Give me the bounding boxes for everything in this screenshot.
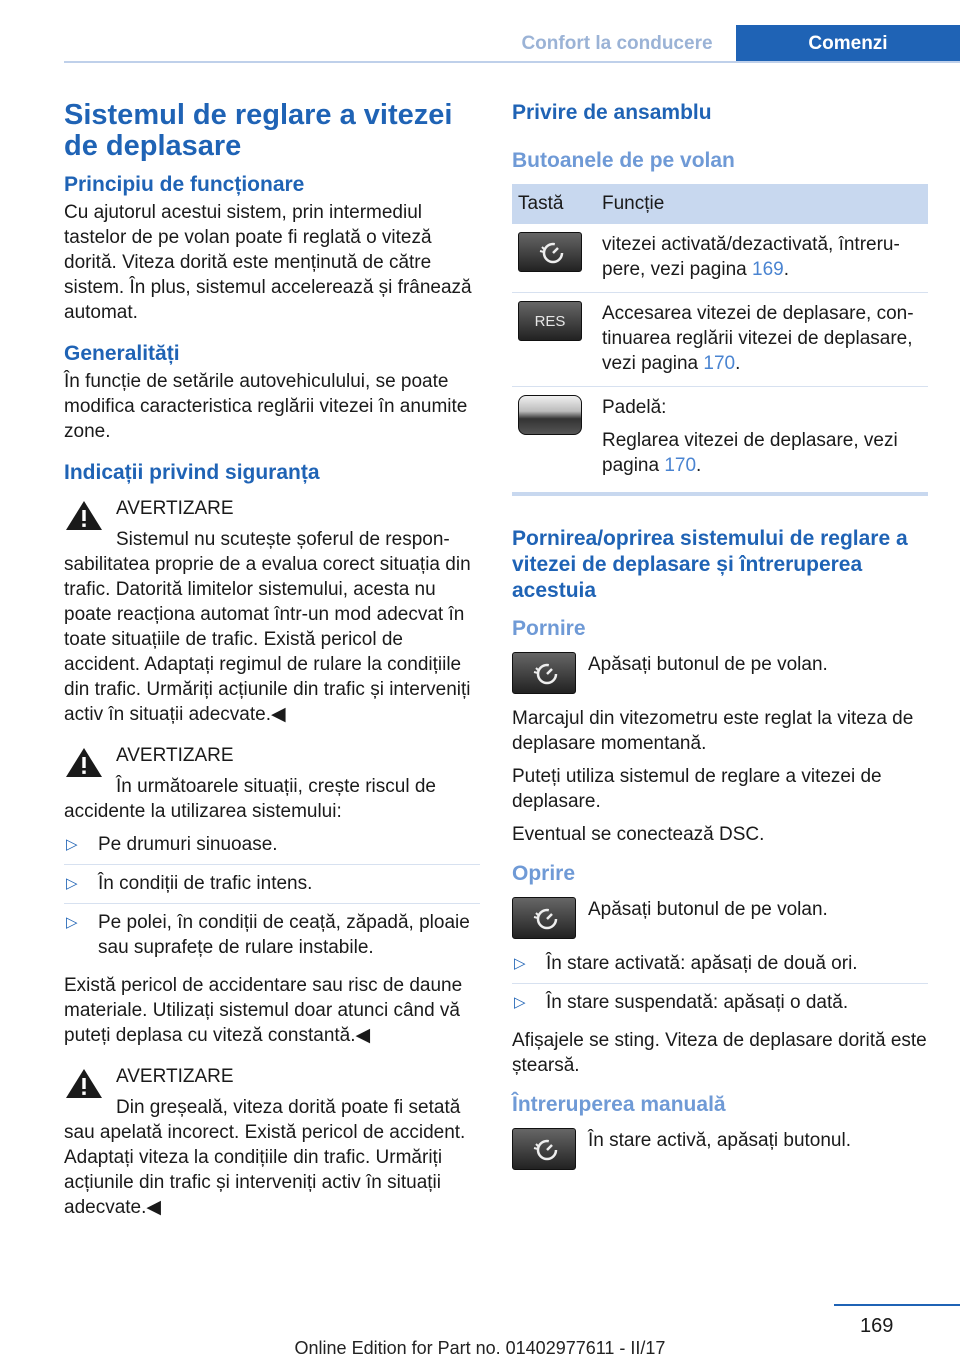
warning-2-list xyxy=(64,832,480,967)
header-rule xyxy=(64,61,960,63)
cruise-control-key-icon xyxy=(512,652,576,694)
bullet-icon: ▷ xyxy=(514,955,526,972)
page-link[interactable]: 170 xyxy=(664,455,697,476)
list-item: ▷ Pe polei, în condiții de ceață, zăpadă, ploaie sau suprafețe de rulare instabile. xyxy=(66,912,470,958)
start-text-2: Puteți utiliza sistemul de reglare a vitezei de deplasare. xyxy=(512,766,882,812)
page-number: 169 xyxy=(860,1315,894,1337)
stop-action-text: Apăsați butonul de pe volan. xyxy=(588,899,828,920)
start-text-3: Eventual se conectează DSC. xyxy=(512,824,765,845)
start-key-row xyxy=(512,652,928,692)
page-title: Sistemul de reglare a vitezei de deplasare xyxy=(64,99,453,162)
warning-2 xyxy=(64,743,480,824)
bullet-icon: ▷ xyxy=(66,914,78,931)
res-key-icon: RES xyxy=(518,301,582,341)
list-item: ▷ Pe drumuri sinuoase. xyxy=(64,832,480,865)
header-tab-comenzi: Comenzi xyxy=(736,25,960,62)
start-action-text: Apăsați butonul de pe volan. xyxy=(588,654,828,675)
warning-3-text: Din greșeală, viteza dorită poate fi setată sau apelată incorect. Există pericol de accident. Adaptați viteza la condițiile din trafic. Urmăriți acțiunile din trafic și interveniți activ în situații adecvate.◀ xyxy=(64,1097,466,1218)
start-stop-heading: Pornirea/oprirea sistemului de reglare a vitezei de deplasare și întreruperea acestuia xyxy=(512,527,908,602)
table-cell-function: Padelă: Reglarea vitezei de deplasare, vezi pagina 170. xyxy=(602,397,898,476)
start-text-1: Marcajul din vitezometru este reglat la viteza de deplasare momentană. xyxy=(512,708,914,754)
warning-2-after: Există pericol de accidentare sau risc de daune materiale. Utilizați sistemul doar atunci când vă puteți deplasa cu viteză constantă.◀ xyxy=(64,975,463,1046)
table-row xyxy=(512,387,928,489)
page-link[interactable]: 170 xyxy=(703,353,736,374)
left-column xyxy=(64,100,480,1228)
bullet-icon: ▷ xyxy=(66,836,78,853)
buttons-table xyxy=(512,184,928,488)
section-principle-heading: Principiu de funcționare xyxy=(64,173,305,196)
section-general-heading: Generalități xyxy=(64,342,180,365)
table-cell-function: vitezei activată/dezactivată, întrerupere, vezi pagina 169. xyxy=(596,224,928,293)
warning-2-label: AVERTIZARE xyxy=(116,745,234,766)
table-row xyxy=(512,293,928,387)
stop-list xyxy=(512,951,928,1022)
warning-3 xyxy=(64,1064,480,1220)
pause-action-text: În stare activă, apăsați butonul. xyxy=(588,1130,851,1151)
cruise-control-key-icon xyxy=(512,1128,576,1170)
start-heading: Pornire xyxy=(512,617,586,640)
buttons-heading: Butoanele de pe volan xyxy=(512,149,735,172)
table-header-function: Funcție xyxy=(596,184,928,224)
section-general-text: În funcție de setările autovehiculului, se poate modifica caracteristica reglării vitezei în anumite zone. xyxy=(64,371,468,442)
warning-1-text: Sistemul nu scutește șoferul de responsabilitatea proprie de a evalua corect situația din trafic. Datorită limitelor sistemului, acesta nu poate reacționa automat într-un mod adecvat în toate situațiile de trafic. Există pericol de accident. Adaptați regimul de rulare la condițiile din trafic. Urmăriți acțiunile din trafic și interveniți activ în situații adecvate.◀ xyxy=(64,529,471,725)
table-header-key: Tastă xyxy=(512,184,596,224)
pause-key-row xyxy=(512,1128,928,1168)
cruise-control-key-icon xyxy=(512,897,576,939)
cruise-control-key-icon xyxy=(518,232,582,272)
pause-heading: Întreruperea manuală xyxy=(512,1093,726,1116)
page-link[interactable]: 169 xyxy=(752,259,784,280)
warning-2-text: În următoarele situații, crește riscul de accidente la utilizarea sistemului: xyxy=(64,776,436,822)
warning-triangle-icon xyxy=(64,1066,104,1100)
bullet-icon: ▷ xyxy=(66,875,78,892)
bullet-icon: ▷ xyxy=(514,994,526,1011)
list-item: ▷ În stare activată: apăsați de două ori. xyxy=(512,951,928,984)
header-tab-confort: Confort la conducere xyxy=(521,32,713,54)
overview-heading: Privire de ansamblu xyxy=(512,101,712,124)
table-cell-function: Accesarea vitezei de deplasare, continuarea reglării vitezei de deplasare, vezi pagina 170. xyxy=(596,293,928,387)
warning-triangle-icon xyxy=(64,498,104,532)
section-safety-heading: Indicații privind siguranța xyxy=(64,461,320,484)
paddle-icon xyxy=(518,395,582,435)
warning-3-label: AVERTIZARE xyxy=(116,1066,234,1087)
footer-rule xyxy=(834,1304,960,1306)
warning-1 xyxy=(64,496,480,727)
table-row xyxy=(512,224,928,293)
stop-heading: Oprire xyxy=(512,862,576,885)
right-column xyxy=(512,100,928,1182)
stop-key-row xyxy=(512,897,928,937)
section-principle-text: Cu ajutorul acestui sistem, prin intermediul tastelor de pe volan poate fi reglată o viteză dorită. Viteza dorită este menținută de către sistem. În plus, sistemul accelerează și frânează automat. xyxy=(64,202,472,323)
list-item: ▷ În stare suspendată: apăsați o dată. xyxy=(514,992,849,1013)
footer-edition: Online Edition for Part no. 01402977611 - II/17 xyxy=(294,1338,666,1358)
warning-triangle-icon xyxy=(64,745,104,779)
stop-after-text: Afișajele se sting. Viteza de deplasare dorită este ștearsă. xyxy=(512,1030,927,1076)
warning-1-label: AVERTIZARE xyxy=(116,498,234,519)
table-end-rule xyxy=(512,492,928,496)
list-item: ▷ În condiții de trafic intens. xyxy=(64,871,480,904)
